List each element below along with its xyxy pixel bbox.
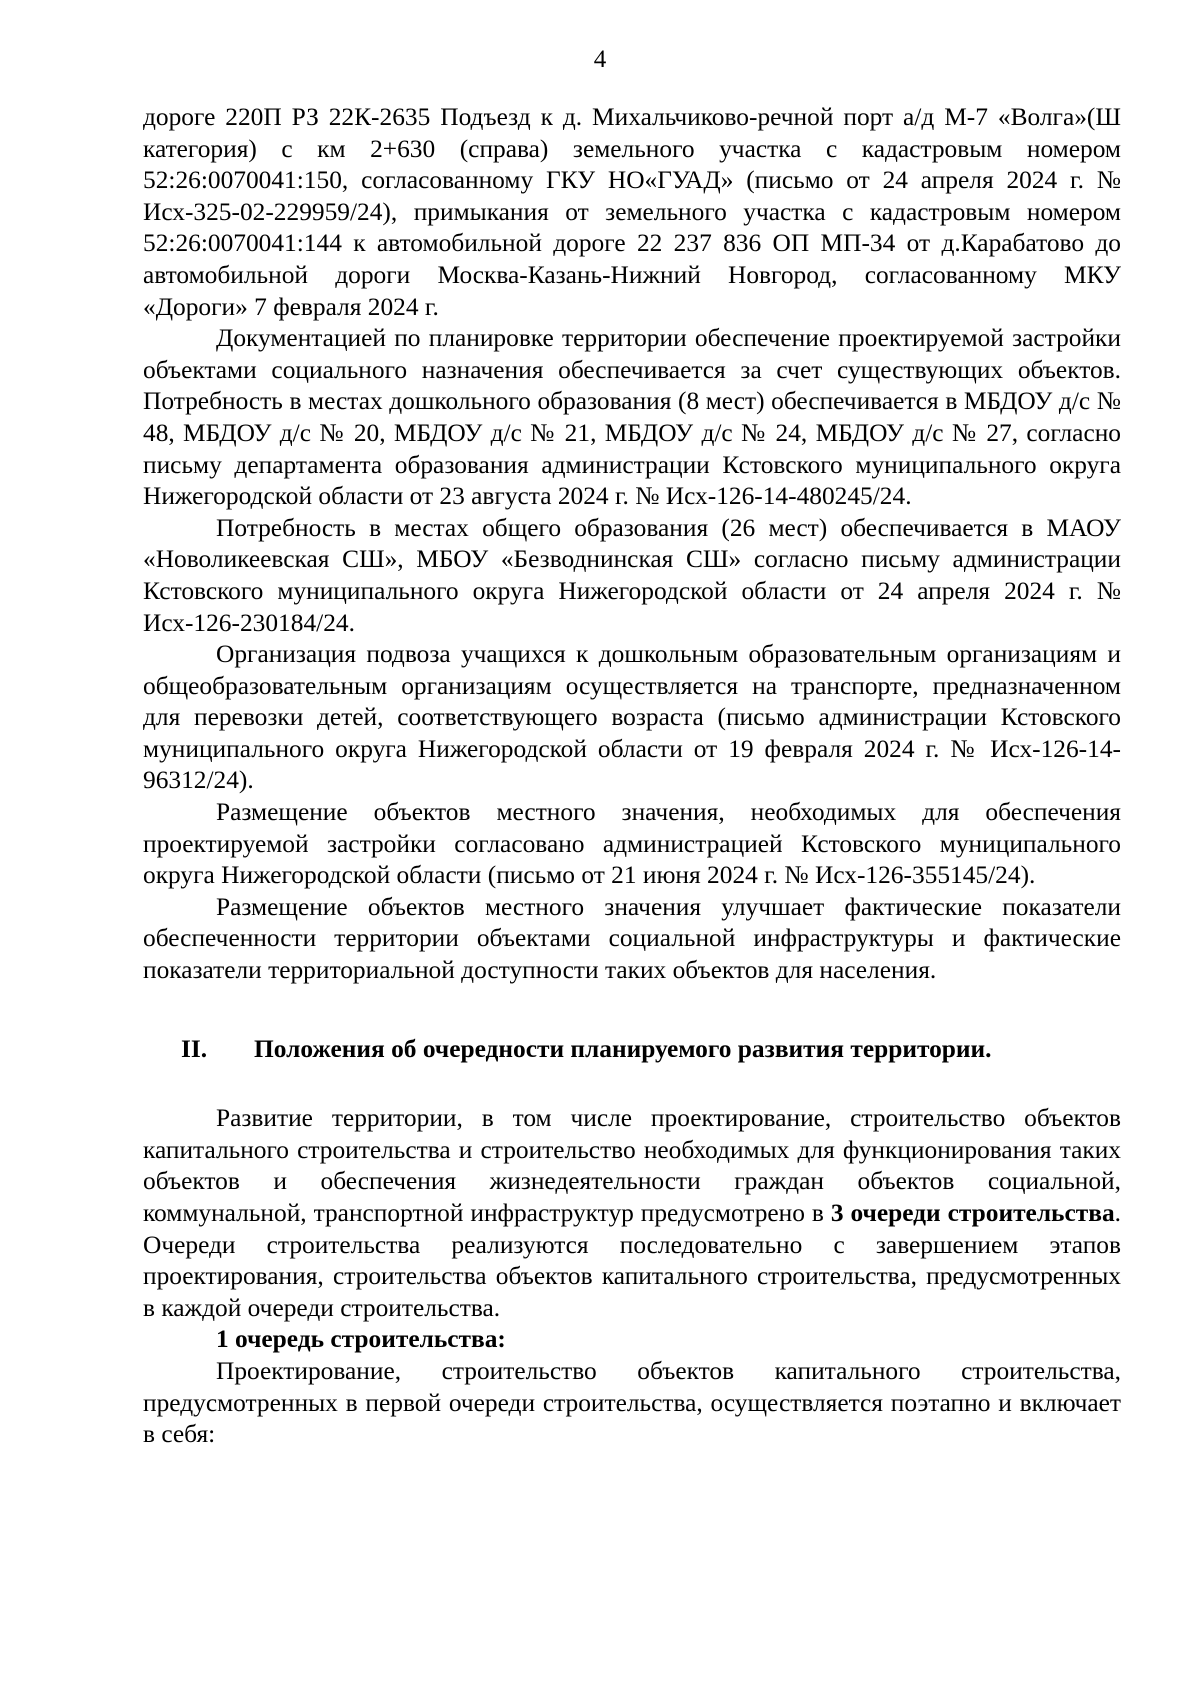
development-text-after: . Очереди строительства реализуются последовательно с завершением этапов проектирования, строительства объектов капитального строительства, предусмотренных в каждой очереди строительства. bbox=[143, 1199, 1121, 1322]
paragraph-development bbox=[143, 1103, 1121, 1324]
section-heading bbox=[143, 1034, 1121, 1066]
paragraph-road-junction: дороге 220П РЗ 22К-2635 Подъезд к д. Михальчиково-речной порт а/д М-7 «Волга»(Ш категория) с км 2+630 (справа) земельного участка с кадастровым номером 52:26:0070041:150, согласованному ГКУ НО«ГУАД» (письмо от 24 апреля 2024 г. № Исх-325-02-229959/24), примыкания от земельного участка с кадастровым номером 52:26:0070041:144 к автомобильной дороге 22 237 836 ОП МП-34 от д.Карабатово до автомобильной дороги Москва-Казань-Нижний Новгород, согласованному МКУ «Дороги» 7 февраля 2024 г. bbox=[143, 103, 1121, 321]
document-body bbox=[143, 102, 1121, 1451]
section-title: Положения об очередности планируемого развития территории. bbox=[254, 1034, 992, 1063]
section-number: II. bbox=[181, 1034, 208, 1063]
paragraph-local-facilities-approval: Размещение объектов местного значения, необходимых для обеспечения проектируемой застройки согласовано администрацией Кстовского муниципального округа Нижегородской области (письмо от 21 июня 2024 г. № Исх-126-355145/24). bbox=[143, 798, 1121, 890]
development-text-before: Развитие территории, в том числе проектирование, строительство объектов капитального строительства и строительство необходимых для функционирования таких объектов и обеспечения жизнедеятельности граждан объектов социальной, коммунальной, транспортной инфраструктур предусмотрено в bbox=[143, 1104, 1121, 1227]
stage-1-heading: 1 очередь строительства: bbox=[216, 1325, 506, 1354]
development-stages-count: 3 очереди строительства bbox=[830, 1199, 1115, 1227]
paragraph-stage-1: Проектирование, строительство объектов капитального строительства, предусмотренных в первой очереди строительства, осуществляется поэтапно и включает в себя: bbox=[143, 1356, 1121, 1449]
paragraph-general-education: Потребность в местах общего образования (26 мест) обеспечивается в МАОУ «Новоликеевская СШ», МБОУ «Безводнинская СШ» согласно письму администрации Кстовского муниципального округа Нижегородской области от 24 апреля 2024 г. № Исх-126-230184/24. bbox=[143, 513, 1121, 637]
paragraph-social-facilities: Документацией по планировке территории обеспечение проектируемой застройки объектами социального назначения обеспечивается за счет существующих объектов. Потребность в местах дошкольного образования (8 мест) обеспечивается в МБДОУ д/с № 48, МБДОУ д/с № 20, МБДОУ д/с № 21, МБДОУ д/с № 24, МБДОУ д/с № 27, согласно письму департамента образования администрации Кстовского муниципального округа Нижегородской области от 23 августа 2024 г. № Исх-126-14-480245/24. bbox=[143, 324, 1121, 511]
page-number: 4 bbox=[593, 46, 607, 73]
paragraph-local-facilities-improvement: Размещение объектов местного значения улучшает фактические показатели обеспеченности территории объектами социальной инфраструктуры и фактические показатели территориальной доступности таких объектов для населения. bbox=[143, 892, 1121, 985]
paragraph-student-transport: Организация подвоза учащихся к дошкольным образовательным организациям и общеобразовательным организациям осуществляется на транспорте, предназначенном для перевозки детей, соответствующего возраста (письмо администрации Кстовского муниципального округа Нижегородской области от 19 февраля 2024 г. № Исх-126-14-96312/24). bbox=[143, 640, 1121, 795]
